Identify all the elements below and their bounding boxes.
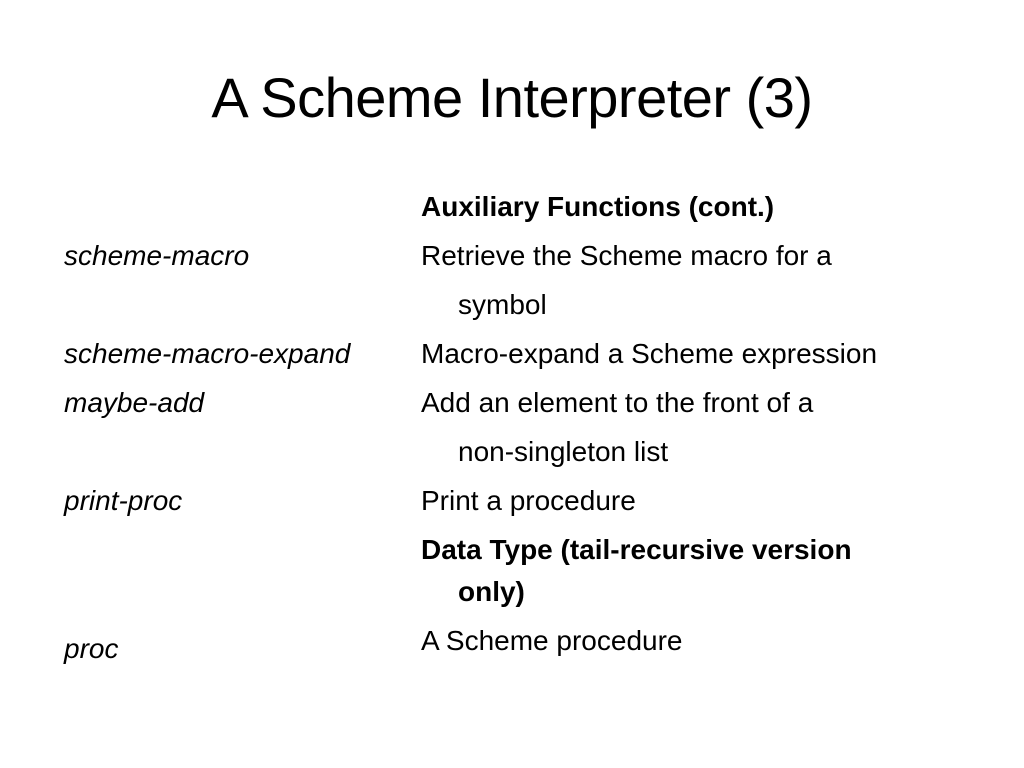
term-scheme-macro-expand: scheme-macro-expand [64, 338, 351, 369]
term-scheme-macro: scheme-macro [64, 240, 250, 271]
term-print-proc: print-proc [64, 485, 183, 516]
section-header-data-type-line1: Data Type (tail-recursive version [421, 534, 852, 565]
desc-scheme-macro-line1: Retrieve the Scheme macro for a [421, 240, 832, 271]
term-proc: proc [64, 633, 119, 664]
desc-print-proc: Print a procedure [421, 485, 636, 516]
desc-maybe-add-line1: Add an element to the front of a [421, 387, 814, 418]
desc-scheme-macro-line2: symbol [458, 289, 547, 320]
term-maybe-add: maybe-add [64, 387, 205, 418]
desc-maybe-add-line2: non-singleton list [458, 436, 669, 467]
desc-proc: A Scheme procedure [421, 625, 683, 656]
slide-title: A Scheme Interpreter (3) [211, 66, 813, 129]
section-header-auxiliary-functions: Auxiliary Functions (cont.) [421, 191, 775, 222]
desc-scheme-macro-expand: Macro-expand a Scheme expression [421, 338, 878, 369]
section-header-data-type-line2: only) [458, 576, 525, 607]
